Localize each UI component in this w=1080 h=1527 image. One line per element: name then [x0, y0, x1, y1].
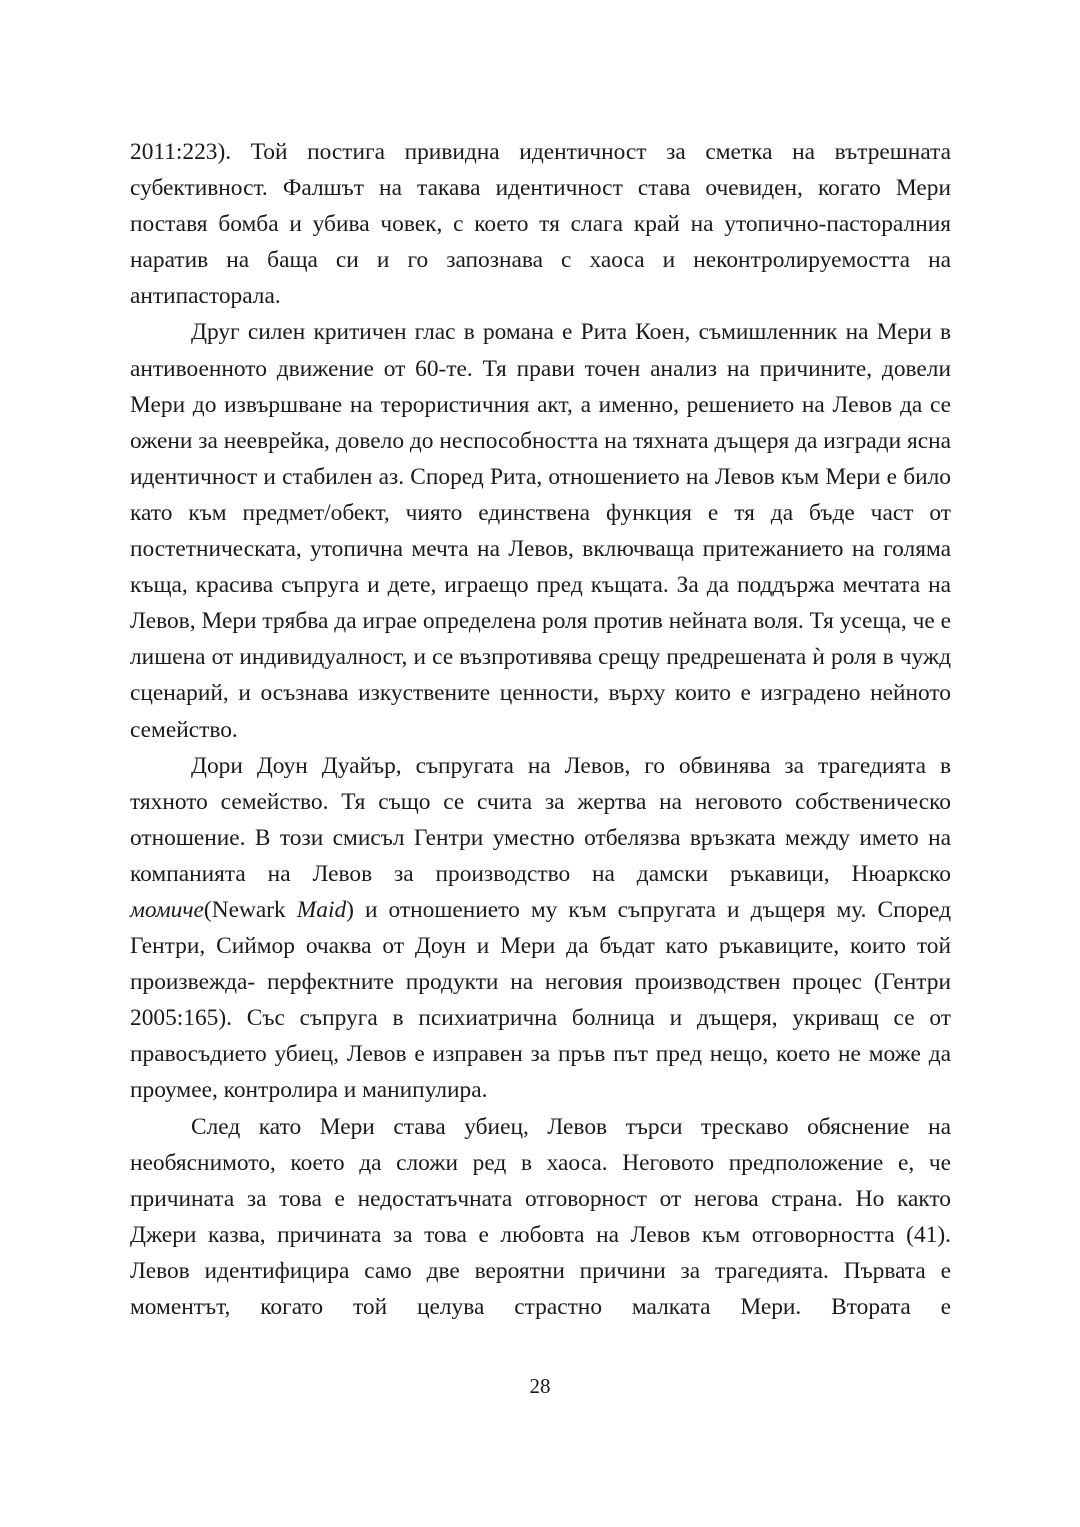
paragraph-2: Друг силен критичен глас в романа е Рита Коен, съмишленник на Мери в антивоенното движение от 60-те. Тя прави точен анализ на причините, довели Мери до извършване на терористичния акт, а именно, решението на Левов да се ожени за нееврейка, довело до неспособността на тяхната дъщеря да изгради ясна идентичност и стабилен аз. Според Рита, отношението на Левов към Мери е било като към предмет/обект, чиято единствена функция е тя да бъде част от постетническата, утопична мечта на Левов, включваща притежанието на голяма къща, красива съпруга и дете, играещо пред къщата. За да поддържа мечтата на Левов, Мери трябва да играе определена роля против нейната воля. Тя усеща, че е лишена от индивидуалност, и се възпротивява срещу предрешената ѝ роля в чужд сценарий, и осъзнава изкуствените ценности, върху които е изградено нейното семейство.: [130, 319, 951, 743]
paragraph-1: 2011:223). Той постига привидна идентичност за сметка на вътрешната субективност. Фалшът на такава идентичност става очевиден, когато Мери поставя бомба и убива човек, с което тя слага край на утопично-пасторалния наратив на баща си и го запознава с хаоса и неконтролируемостта на антипасторала.: [130, 139, 951, 310]
paragraph-3-italic-maid: Maid: [296, 896, 347, 923]
paragraph-3-text-c: ) и отношението му към съпругата и дъщеря му. Според Гентри, Сиймор очаква от Доун и Мери да бъдат като ръкавиците, които той произвежда- перфектните продукти на неговия производствен процес (Гентри 2005:165). Със съпруга в психиатрична болница и дъщеря, укриващ се от правосъдието убиец, Левов е изправен за пръв път пред нещо, което не може да проумее, контролира и манипулира.: [130, 896, 952, 1104]
paragraph-3: [130, 748, 951, 1109]
document-body: [130, 134, 951, 1325]
paragraph-3-text-b: (Newark: [203, 896, 297, 923]
page-number: 28: [529, 1374, 551, 1398]
paragraph-3-text-a: Дори Доун Дуайър, съпругата на Левов, го обвинява за трагедията в тяхното семейство. Тя също се счита за жертва на неговото собственическо отношение. В този смисъл Гентри уместно отбелязва връзката между името на компанията на Левов за производство на дамски ръкавици, Нюаркско: [130, 752, 951, 887]
paragraph-4: След като Мери става убиец, Левов търси трескаво обяснение на необяснимото, което да сложи ред в хаоса. Неговото предположение е, че причината за това е недостатъчната отговорност от негова страна. Но както Джери казва, причината за това е любовта на Левов към отговорността (41). Левов идентифицира само две вероятни причини за трагедията. Първата е моментът, когато той целува страстно малката Мери. Втората е: [130, 1113, 951, 1320]
paragraph-3-italic-momiche: момиче: [130, 896, 204, 923]
